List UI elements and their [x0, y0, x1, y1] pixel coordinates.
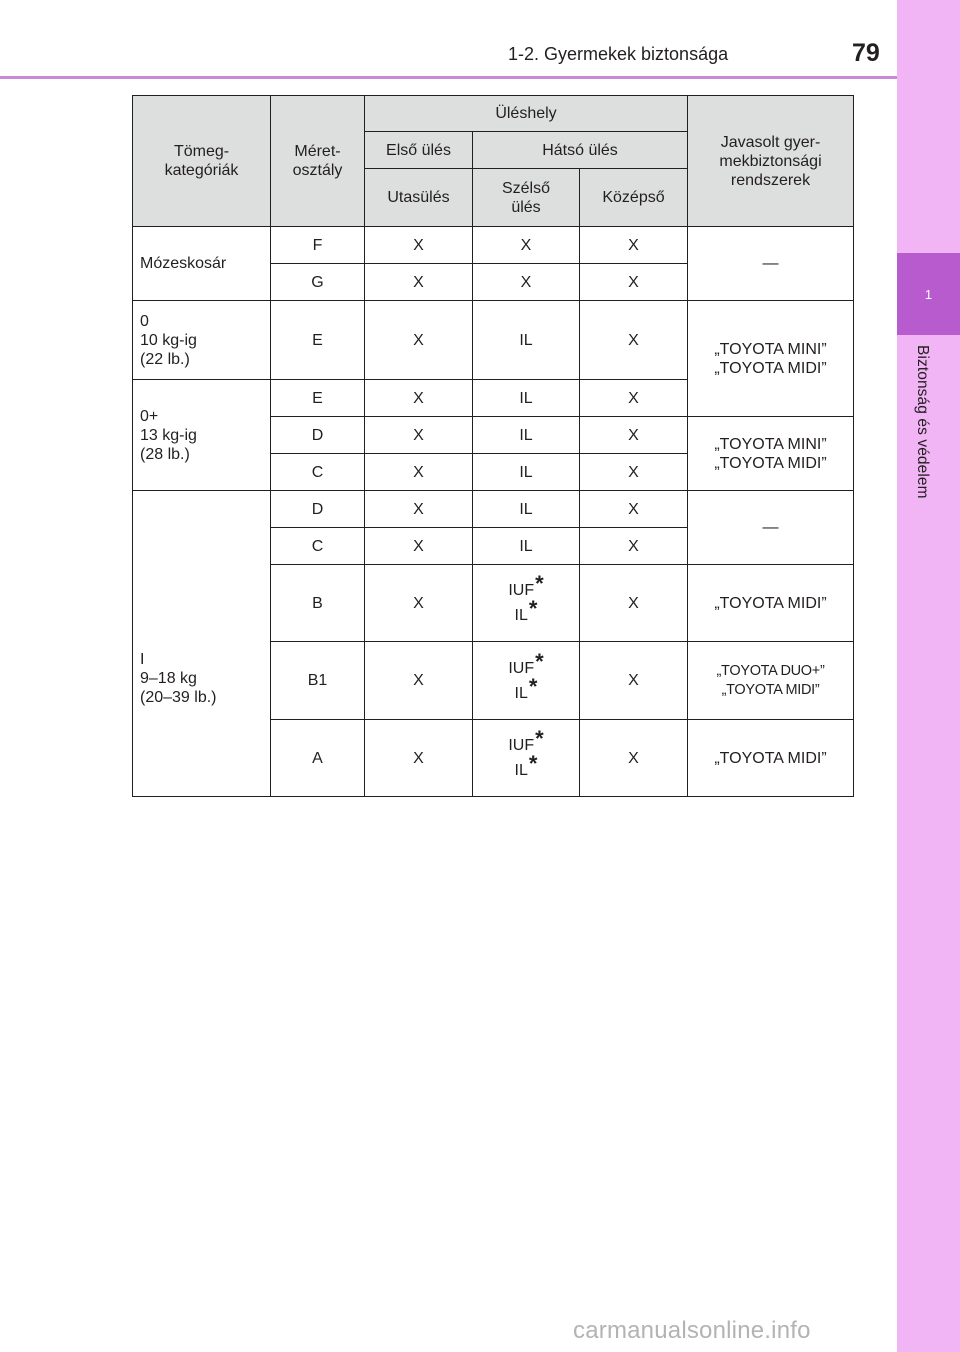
- center-cell: X: [580, 642, 688, 720]
- outer-cell: IL: [473, 301, 580, 380]
- header-center: Középső: [580, 169, 688, 227]
- outer-value: IL: [514, 607, 528, 624]
- passenger-cell: X: [365, 565, 473, 642]
- chapter-number: 1: [924, 286, 933, 302]
- group-carrycot: Mózeskosár: [133, 227, 271, 301]
- outer-cell: IL: [473, 417, 580, 454]
- header-rear-seat: Hátsó ülés: [473, 132, 688, 169]
- outer-cell: IL: [473, 380, 580, 417]
- outer-cell: [473, 565, 580, 642]
- center-cell: X: [580, 380, 688, 417]
- size-cell: C: [271, 454, 365, 491]
- recommended-cell: „TOYOTA MIDI”: [688, 720, 854, 797]
- table-header-row: [133, 96, 854, 132]
- outer-cell: [473, 642, 580, 720]
- size-cell: E: [271, 380, 365, 417]
- center-cell: X: [580, 528, 688, 565]
- chapter-number-tab[interactable]: [897, 253, 960, 335]
- asterisk: *: [535, 648, 544, 674]
- passenger-cell: X: [365, 642, 473, 720]
- header-outer: Szélső ülés: [473, 169, 580, 227]
- center-cell: X: [580, 264, 688, 301]
- passenger-cell: X: [365, 720, 473, 797]
- outer-cell: X: [473, 227, 580, 264]
- center-cell: X: [580, 301, 688, 380]
- outer-cell: IL: [473, 491, 580, 528]
- outer-value: IL: [514, 762, 528, 779]
- recommended-cell: —: [688, 227, 854, 301]
- recommended-cell: „TOYOTA MINI” „TOYOTA MIDI”: [688, 417, 854, 491]
- center-cell: X: [580, 454, 688, 491]
- asterisk: *: [528, 673, 538, 699]
- section-title: 1-2. Gyermekek biztonsága: [508, 44, 729, 64]
- size-cell: G: [271, 264, 365, 301]
- recommended-cell: —: [688, 491, 854, 565]
- center-cell: X: [580, 720, 688, 797]
- chapter-sidebar: [897, 0, 960, 1352]
- center-cell: X: [580, 565, 688, 642]
- recommended-cell: „TOYOTA MINI” „TOYOTA MIDI”: [688, 301, 854, 417]
- group-1: I 9–18 kg (20–39 lb.): [133, 491, 271, 797]
- size-cell: C: [271, 528, 365, 565]
- passenger-cell: X: [365, 491, 473, 528]
- center-cell: X: [580, 227, 688, 264]
- passenger-cell: X: [365, 227, 473, 264]
- size-cell: B: [271, 565, 365, 642]
- passenger-cell: X: [365, 417, 473, 454]
- group-0-plus: 0+ 13 kg-ig (28 lb.): [133, 380, 271, 491]
- outer-value: IUF: [508, 659, 535, 677]
- outer-cell: IL: [473, 528, 580, 565]
- header-size-class: Méret- osztály: [271, 96, 365, 227]
- size-cell: D: [271, 417, 365, 454]
- size-cell: D: [271, 491, 365, 528]
- passenger-cell: X: [365, 528, 473, 565]
- size-cell: F: [271, 227, 365, 264]
- asterisk: *: [535, 571, 544, 596]
- table-row: [133, 227, 854, 264]
- recommended-cell: „TOYOTA MIDI”: [688, 565, 854, 642]
- asterisk: *: [535, 726, 544, 751]
- passenger-cell: X: [365, 380, 473, 417]
- table-row: [133, 301, 854, 380]
- outer-value: IUF: [508, 582, 535, 599]
- size-cell: E: [271, 301, 365, 380]
- recommended-cell: „TOYOTA DUO+” „TOYOTA MIDI”: [688, 642, 854, 720]
- passenger-cell: X: [365, 454, 473, 491]
- outer-cell: [473, 720, 580, 797]
- center-cell: X: [580, 491, 688, 528]
- size-cell: B1: [271, 642, 365, 720]
- header-seat-position: Üléshely: [365, 96, 688, 132]
- header-front-seat: Első ülés: [365, 132, 473, 169]
- header-passenger: Utasülés: [365, 169, 473, 227]
- header-mass-group: Tömeg- kategóriák: [133, 96, 271, 227]
- header-recommended: Javasolt gyer- mekbiztonsági rendszerek: [688, 96, 854, 227]
- table-row: [133, 491, 854, 528]
- page-number: 79: [852, 39, 880, 67]
- passenger-cell: X: [365, 301, 473, 380]
- passenger-cell: X: [365, 264, 473, 301]
- chapter-title: Biztonság és védelem: [914, 345, 931, 499]
- group-0: 0 10 kg-ig (22 lb.): [133, 301, 271, 380]
- outer-cell: IL: [473, 454, 580, 491]
- asterisk: *: [528, 751, 538, 776]
- header-divider: [0, 76, 897, 79]
- size-cell: A: [271, 720, 365, 797]
- outer-value: IUF: [508, 737, 535, 754]
- child-seat-table: [132, 95, 854, 797]
- watermark: carmanualsonline.info: [573, 1317, 811, 1344]
- center-cell: X: [580, 417, 688, 454]
- outer-cell: X: [473, 264, 580, 301]
- asterisk: *: [528, 596, 538, 621]
- outer-value: IL: [514, 684, 528, 702]
